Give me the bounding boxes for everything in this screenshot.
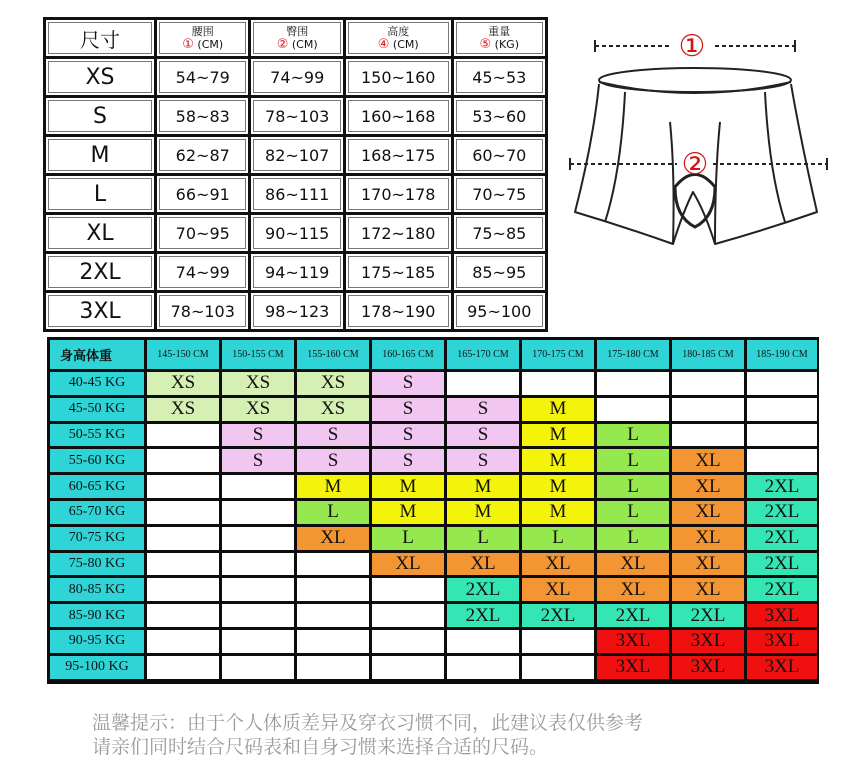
size-recommendation-cell xyxy=(297,604,369,627)
size-value-cell xyxy=(156,136,250,175)
size-recommendation-cell xyxy=(147,604,219,627)
size-value-cell xyxy=(344,214,452,253)
weight-row-label: 55-60 KG xyxy=(50,449,144,472)
size-recommendation-cell: S xyxy=(447,449,519,472)
size-recommendation-cell xyxy=(447,372,519,395)
size-recommendation-cell: S xyxy=(447,424,519,447)
marker-1: ① xyxy=(678,29,706,64)
size-recommendation-cell xyxy=(447,656,519,679)
size-recommendation-cell: 2XL xyxy=(747,578,817,601)
size-recommendation-cell xyxy=(747,424,817,447)
size-value-cell xyxy=(250,58,344,97)
weight-row-label: 65-70 KG xyxy=(50,501,144,524)
shorts-diagram xyxy=(565,22,830,257)
size-recommendation-cell: 2XL xyxy=(447,604,519,627)
size-recommendation-cell: XL xyxy=(372,553,444,576)
size-recommendation-cell: XL xyxy=(672,553,744,576)
size-recommendation-cell xyxy=(222,630,294,653)
size-value-cell xyxy=(156,253,250,292)
size-value: 74~99 xyxy=(175,262,230,282)
size-label-cell xyxy=(45,97,156,136)
size-label-cell xyxy=(45,175,156,214)
size-value: 170~178 xyxy=(360,184,436,204)
size-recommendation-cell: XL xyxy=(672,578,744,601)
size-recommendation-cell: XL xyxy=(672,449,744,472)
size-recommendation-cell: 3XL xyxy=(747,656,817,679)
size-value: 78~103 xyxy=(265,106,330,126)
size-label-cell xyxy=(45,253,156,292)
size-value: 178~190 xyxy=(360,301,436,321)
size-recommendation-cell: L xyxy=(597,424,669,447)
weight-unit: (KG) xyxy=(494,37,519,51)
size-recommendation-cell: M xyxy=(297,475,369,498)
size-recommendation-cell xyxy=(447,630,519,653)
size-value: 172~180 xyxy=(360,223,436,243)
size-recommendation-cell xyxy=(747,372,817,395)
size-table xyxy=(43,17,548,332)
size-value-cell xyxy=(250,97,344,136)
size-recommendation-cell: 2XL xyxy=(747,501,817,524)
marker-2: ② xyxy=(681,147,709,182)
size-value: 95~100 xyxy=(467,301,532,321)
size-value: 60~70 xyxy=(472,145,527,165)
size-recommendation-cell xyxy=(147,449,219,472)
size-recommendation-cell: 3XL xyxy=(747,604,817,627)
size-recommendation-cell: 2XL xyxy=(747,527,817,550)
size-recommendation-cell xyxy=(372,630,444,653)
size-recommendation-cell xyxy=(147,578,219,601)
size-recommendation-cell: S xyxy=(447,398,519,421)
header-waist xyxy=(156,19,250,58)
size-label-cell xyxy=(45,214,156,253)
size-row xyxy=(45,97,547,136)
size-recommendation-cell xyxy=(147,501,219,524)
weight-row-label: 75-80 KG xyxy=(50,553,144,576)
size-value: 86~111 xyxy=(265,184,330,204)
size-recommendation-cell: S xyxy=(372,398,444,421)
size-recommendation-cell: XS xyxy=(222,398,294,421)
size-recommendation-cell: XL xyxy=(597,578,669,601)
weight-row-label: 45-50 KG xyxy=(50,398,144,421)
size-recommendation-cell: S xyxy=(372,372,444,395)
size-value-cell xyxy=(452,58,546,97)
size-recommendation-cell: M xyxy=(522,424,594,447)
size-value: 74~99 xyxy=(270,67,325,87)
size-recommendation-cell: M xyxy=(522,475,594,498)
weight-row-label: 95-100 KG xyxy=(50,656,144,679)
size-recommendation-cell: M xyxy=(522,398,594,421)
size-recommendation-cell: XL xyxy=(522,553,594,576)
height-header: 160-165 CM xyxy=(372,340,444,369)
size-value: 90~115 xyxy=(265,223,330,243)
footer-note xyxy=(92,711,643,759)
size-recommendation-cell xyxy=(222,527,294,550)
size-value: 58~83 xyxy=(175,106,230,126)
height-header: 155-160 CM xyxy=(297,340,369,369)
height-unit: (CM) xyxy=(392,37,419,51)
weight-row-label: 90-95 KG xyxy=(50,630,144,653)
size-recommendation-cell xyxy=(372,604,444,627)
size-recommendation-cell: L xyxy=(297,501,369,524)
weight-row-label: 80-85 KG xyxy=(50,578,144,601)
size-value-cell xyxy=(250,253,344,292)
size-value-cell xyxy=(250,292,344,331)
size-recommendation-cell xyxy=(297,630,369,653)
size-recommendation-cell xyxy=(522,372,594,395)
size-recommendation-cell: 3XL xyxy=(597,656,669,679)
height-header: 150-155 CM xyxy=(222,340,294,369)
size-value: 70~75 xyxy=(472,184,527,204)
weight-row-label: 60-65 KG xyxy=(50,475,144,498)
size-recommendation-cell xyxy=(297,578,369,601)
size-recommendation-cell: XL xyxy=(672,475,744,498)
size-value-cell xyxy=(344,175,452,214)
size-label: XS xyxy=(85,64,115,90)
size-label-cell xyxy=(45,58,156,97)
size-value: 85~95 xyxy=(472,262,527,282)
size-row xyxy=(45,58,547,97)
height-header: 175-180 CM xyxy=(597,340,669,369)
weight-row-label: 70-75 KG xyxy=(50,527,144,550)
size-recommendation-cell: 2XL xyxy=(672,604,744,627)
size-recommendation-cell xyxy=(222,578,294,601)
size-recommendation-cell xyxy=(147,424,219,447)
size-recommendation-cell xyxy=(222,604,294,627)
hip-unit: (CM) xyxy=(291,37,318,51)
size-recommendation-cell: M xyxy=(522,449,594,472)
size-recommendation-cell xyxy=(747,398,817,421)
waist-unit: (CM) xyxy=(197,37,224,51)
size-label: XL xyxy=(86,220,114,246)
size-recommendation-cell xyxy=(372,578,444,601)
size-value-cell xyxy=(156,214,250,253)
size-value: 98~123 xyxy=(265,301,330,321)
weight-row-label: 85-90 KG xyxy=(50,604,144,627)
size-recommendation-cell: XS xyxy=(297,398,369,421)
size-recommendation-cell xyxy=(672,372,744,395)
size-recommendation-cell xyxy=(147,475,219,498)
size-value-cell xyxy=(452,97,546,136)
size-value-cell xyxy=(344,292,452,331)
grid-corner-label: 身高体重 xyxy=(50,340,144,369)
size-recommendation-cell: M xyxy=(372,501,444,524)
size-recommendation-cell xyxy=(222,475,294,498)
size-recommendation-cell: S xyxy=(297,424,369,447)
size-value: 168~175 xyxy=(360,145,436,165)
weight-row-label: 50-55 KG xyxy=(50,424,144,447)
size-recommendation-cell: XS xyxy=(297,372,369,395)
size-label: 2XL xyxy=(79,259,121,285)
size-label: M xyxy=(90,142,110,168)
size-recommendation-cell: M xyxy=(522,501,594,524)
size-value: 78~103 xyxy=(170,301,235,321)
size-recommendation-cell xyxy=(522,630,594,653)
size-recommendation-cell xyxy=(597,398,669,421)
size-recommendation-cell xyxy=(147,553,219,576)
size-label: L xyxy=(93,181,107,207)
height-header: 170-175 CM xyxy=(522,340,594,369)
size-recommendation-cell: 2XL xyxy=(747,475,817,498)
note-line-1: 温馨提示：由于个人体质差异及穿衣习惯不同，此建议表仅供参考 xyxy=(92,712,644,734)
size-recommendation-cell: 2XL xyxy=(447,578,519,601)
size-recommendation-cell: 3XL xyxy=(597,630,669,653)
size-value-cell xyxy=(156,292,250,331)
header-size xyxy=(45,19,156,58)
size-recommendation-cell xyxy=(297,553,369,576)
size-recommendation-cell: XL xyxy=(522,578,594,601)
size-row xyxy=(45,292,547,331)
size-label-cell xyxy=(45,292,156,331)
size-recommendation-cell: L xyxy=(522,527,594,550)
size-recommendation-cell xyxy=(522,656,594,679)
size-value: 54~79 xyxy=(175,67,230,87)
height-marker: ④ xyxy=(377,36,390,52)
size-value-cell xyxy=(344,136,452,175)
size-value: 175~185 xyxy=(360,262,436,282)
size-row xyxy=(45,214,547,253)
size-recommendation-cell: XL xyxy=(297,527,369,550)
header-hip xyxy=(250,19,344,58)
size-recommendation-cell: L xyxy=(597,449,669,472)
height-header: 180-185 CM xyxy=(672,340,744,369)
size-recommendation-cell xyxy=(147,656,219,679)
size-label: 3XL xyxy=(79,298,121,324)
size-recommendation-cell: L xyxy=(597,527,669,550)
size-recommendation-cell: S xyxy=(297,449,369,472)
size-value-cell xyxy=(156,58,250,97)
size-value: 70~95 xyxy=(175,223,230,243)
header-height-label: 高度 xyxy=(387,24,410,38)
size-recommendation-cell xyxy=(222,656,294,679)
size-label: S xyxy=(93,103,107,129)
size-recommendation-cell: 3XL xyxy=(672,656,744,679)
size-value-cell xyxy=(156,175,250,214)
size-value-cell xyxy=(452,292,546,331)
waist-marker: ① xyxy=(182,36,194,52)
weight-marker: ⑤ xyxy=(479,36,492,52)
size-value-cell xyxy=(250,214,344,253)
size-recommendation-cell: L xyxy=(597,501,669,524)
size-recommendation-cell: L xyxy=(447,527,519,550)
size-table-header-row xyxy=(45,19,547,58)
size-recommendation-cell: S xyxy=(372,424,444,447)
size-value: 82~107 xyxy=(265,145,330,165)
size-recommendation-cell: M xyxy=(372,475,444,498)
size-recommendation-cell: 3XL xyxy=(747,630,817,653)
size-recommendation-cell: S xyxy=(222,449,294,472)
size-recommendation-cell: XS xyxy=(222,372,294,395)
hip-marker: ② xyxy=(276,36,289,52)
size-recommendation-cell: XS xyxy=(147,398,219,421)
height-weight-grid xyxy=(47,337,819,684)
size-recommendation-cell: L xyxy=(597,475,669,498)
header-hip-label: 臀围 xyxy=(286,24,309,38)
size-value: 62~87 xyxy=(175,145,230,165)
size-recommendation-cell: L xyxy=(372,527,444,550)
size-recommendation-cell: 2XL xyxy=(747,553,817,576)
size-value: 94~119 xyxy=(265,262,330,282)
size-value-cell xyxy=(156,97,250,136)
size-recommendation-cell xyxy=(672,424,744,447)
size-label-cell xyxy=(45,136,156,175)
size-recommendation-cell xyxy=(672,398,744,421)
header-weight xyxy=(452,19,546,58)
size-recommendation-cell xyxy=(297,656,369,679)
size-recommendation-cell xyxy=(147,630,219,653)
size-recommendation-cell: S xyxy=(222,424,294,447)
size-recommendation-cell xyxy=(147,527,219,550)
size-value: 66~91 xyxy=(175,184,230,204)
size-value: 150~160 xyxy=(360,67,436,87)
height-header: 185-190 CM xyxy=(747,340,817,369)
size-recommendation-cell: XL xyxy=(672,501,744,524)
size-value: 53~60 xyxy=(472,106,527,126)
header-height xyxy=(344,19,452,58)
size-value-cell xyxy=(344,97,452,136)
size-value-cell xyxy=(452,214,546,253)
size-recommendation-cell: XL xyxy=(672,527,744,550)
size-value-cell xyxy=(250,175,344,214)
size-recommendation-cell: XL xyxy=(447,553,519,576)
size-value: 75~85 xyxy=(472,223,527,243)
header-weight-label: 重量 xyxy=(488,24,511,38)
size-row xyxy=(45,253,547,292)
size-recommendation-cell: 3XL xyxy=(672,630,744,653)
size-recommendation-cell: S xyxy=(372,449,444,472)
size-value-cell xyxy=(344,253,452,292)
size-value-cell xyxy=(250,136,344,175)
size-row xyxy=(45,136,547,175)
size-value: 45~53 xyxy=(472,67,527,87)
size-recommendation-cell xyxy=(222,501,294,524)
size-recommendation-cell: M xyxy=(447,475,519,498)
size-recommendation-cell: XS xyxy=(147,372,219,395)
size-recommendation-cell xyxy=(222,553,294,576)
size-value: 160~168 xyxy=(360,106,436,126)
size-recommendation-cell xyxy=(372,656,444,679)
size-row xyxy=(45,175,547,214)
header-size-label: 尺寸 xyxy=(80,27,120,52)
size-recommendation-cell: 2XL xyxy=(597,604,669,627)
size-recommendation-cell: XL xyxy=(597,553,669,576)
note-line-2: 请亲们同时结合尺码表和自身习惯来选择合适的尺码。 xyxy=(92,736,549,758)
size-recommendation-cell xyxy=(597,372,669,395)
header-waist-label: 腰围 xyxy=(191,24,214,38)
height-header: 165-170 CM xyxy=(447,340,519,369)
height-header: 145-150 CM xyxy=(147,340,219,369)
size-recommendation-cell: 2XL xyxy=(522,604,594,627)
size-value-cell xyxy=(344,58,452,97)
weight-row-label: 40-45 KG xyxy=(50,372,144,395)
size-recommendation-cell: M xyxy=(447,501,519,524)
size-value-cell xyxy=(452,253,546,292)
size-recommendation-cell xyxy=(747,449,817,472)
size-value-cell xyxy=(452,175,546,214)
size-value-cell xyxy=(452,136,546,175)
